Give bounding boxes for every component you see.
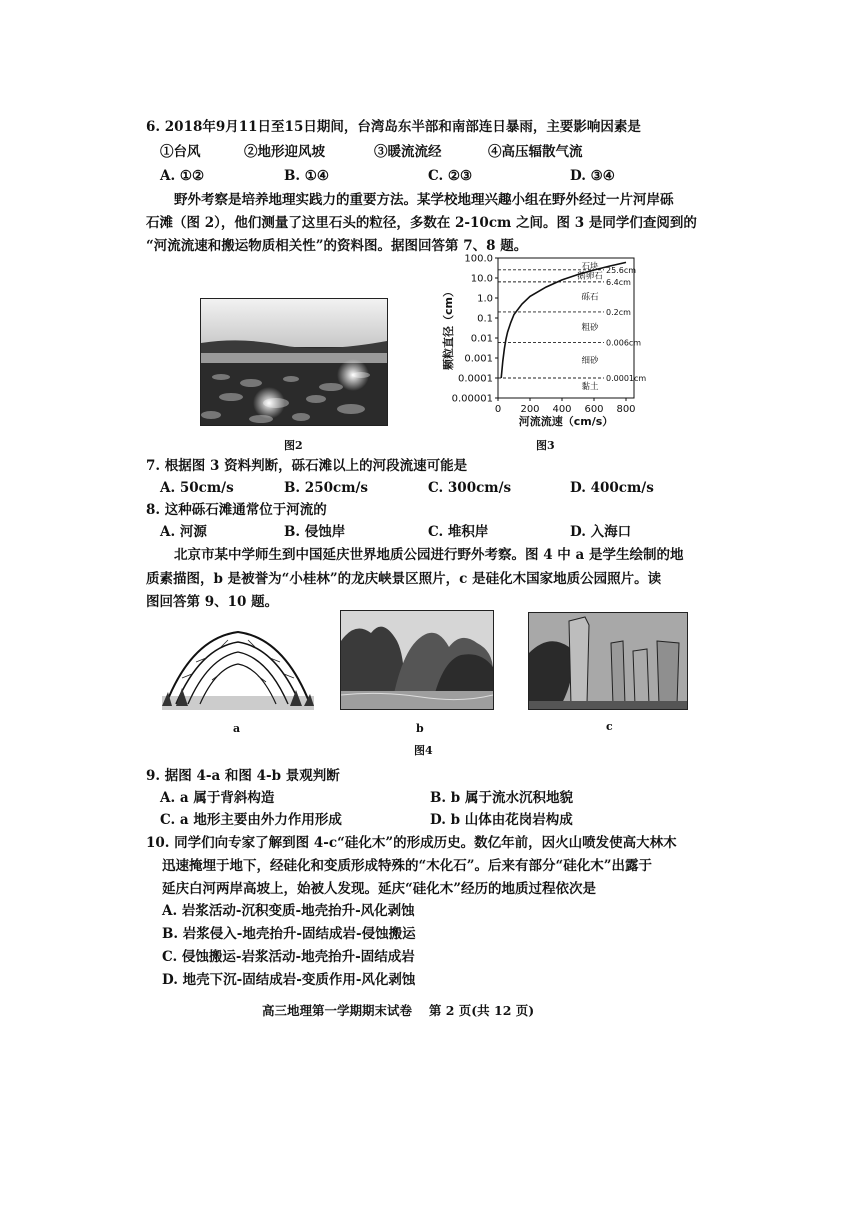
y-tick-label: 0.01 <box>470 333 493 345</box>
q10-option-d[interactable]: D. 地壳下沉-固结成岩-变质作用-风化剥蚀 <box>162 972 416 988</box>
q7-option-b[interactable]: B. 250cm/s <box>284 480 369 496</box>
q6-option-d[interactable]: D. ③④ <box>570 168 615 184</box>
y-tick-label: 0.001 <box>464 353 493 365</box>
q8-option-d[interactable]: D. 入海口 <box>570 524 632 540</box>
q7-option-d[interactable]: D. 400cm/s <box>570 480 654 496</box>
figure-4a-geologic-sketch <box>162 618 314 710</box>
zone-label: 细砂 <box>581 355 599 366</box>
q8-option-c[interactable]: C. 堆积岸 <box>428 524 489 540</box>
threshold-label: 0.2cm <box>606 307 631 317</box>
q7-option-a[interactable]: A. 50cm/s <box>160 480 234 496</box>
q8-option-b[interactable]: B. 侵蚀岸 <box>284 524 346 540</box>
intro78-line-2: 石滩（图 2），他们测量了这里石头的粒径，多数在 2-10cm 之间。图 3 是同学们查阅到的 <box>146 215 697 231</box>
figure-3-caption: 图3 <box>536 439 555 452</box>
y-tick-label: 0.00001 <box>451 393 493 405</box>
page-footer: 高三地理第一学期期末试卷 第 2 页(共 12 页) <box>262 1003 535 1018</box>
threshold-label: 6.4cm <box>606 277 631 287</box>
q10-option-c[interactable]: C. 侵蚀搬运-岩浆活动-地壳抬升-固结成岩 <box>162 949 415 965</box>
q6-stem: 6. 2018年9月11日至15日期间，台湾岛东半部和南部连日暴雨，主要影响因素是 <box>146 119 641 135</box>
zone-label: 粗砂 <box>581 323 599 334</box>
y-tick-label: 0.0001 <box>458 373 493 385</box>
q8-stem: 8. 这种砾石滩通常位于河流的 <box>146 502 327 518</box>
q10-option-b[interactable]: B. 岩浆侵入-地壳抬升-固结成岩-侵蚀搬运 <box>162 926 416 942</box>
figure-4b-longqing-gorge-photo <box>340 610 494 710</box>
zone-label: 石块 <box>581 261 599 272</box>
q10-stem-line-1: 10. 同学们向专家了解到图 4-c“硅化木”的形成历史。数亿年前，因火山喷发使高大林木 <box>146 835 677 851</box>
figure-3-velocity-grain-chart <box>436 250 660 428</box>
q10-option-a[interactable]: A. 岩浆活动-沉积变质-地壳抬升-风化剥蚀 <box>162 903 415 919</box>
q6-option-a[interactable]: A. ①② <box>160 168 205 184</box>
q6-option-c[interactable]: C. ②③ <box>428 168 473 184</box>
q6-item-2: ②地形迎风坡 <box>244 144 325 160</box>
q6-item-1: ①台风 <box>160 144 201 160</box>
zone-label: 砾石 <box>581 292 599 303</box>
q9-option-c[interactable]: C. a 地形主要由外力作用形成 <box>160 812 342 828</box>
threshold-label: 25.6cm <box>606 265 637 275</box>
threshold-label: 0.0001cm <box>606 374 647 383</box>
intro910-line-2: 质素描图，b 是被誉为“小桂林”的龙庆峡景区照片，c 是硅化木国家地质公园照片。读 <box>146 571 662 587</box>
figure-4b-label: b <box>416 722 424 735</box>
figure-4c-petrified-wood-photo <box>528 612 688 710</box>
q8-option-a[interactable]: A. 河源 <box>160 524 207 540</box>
intro910-line-3: 图回答第 9、10 题。 <box>146 594 279 610</box>
figure-4a-label: a <box>233 722 241 735</box>
intro78-line-1: 野外考察是培养地理实践力的重要方法。某学校地理兴趣小组在野外经过一片河岸砾 <box>174 192 674 208</box>
q9-option-a[interactable]: A. a 属于背斜构造 <box>160 790 275 806</box>
q9-option-b[interactable]: B. b 属于流水沉积地貌 <box>430 790 573 806</box>
q10-stem-line-2: 迅速掩埋于地下，经硅化和变质形成特殊的“木化石”。后来有部分“硅化木”出露于 <box>162 858 653 874</box>
figure-2-gravel-beach-photo <box>200 298 388 426</box>
q9-stem: 9. 据图 4-a 和图 4-b 景观判断 <box>146 768 340 784</box>
x-axis-label: 河流流速（cm/s） <box>518 415 614 428</box>
q6-option-b[interactable]: B. ①④ <box>284 168 330 184</box>
figure-4c-label: c <box>606 720 613 733</box>
q9-option-d[interactable]: D. b 山体由花岗岩构成 <box>430 812 573 828</box>
q7-option-c[interactable]: C. 300cm/s <box>428 480 512 496</box>
y-axis-label: 颗粒直径（cm） <box>442 286 455 370</box>
zone-label: 鹅卵石 <box>577 271 603 282</box>
y-tick-label: 1.0 <box>477 293 493 305</box>
x-tick-label: 200 <box>520 404 540 415</box>
x-tick-label: 600 <box>584 404 604 415</box>
q6-item-3: ③暖流流经 <box>374 144 442 160</box>
x-tick-label: 800 <box>616 404 636 415</box>
y-tick-label: 0.1 <box>477 313 493 325</box>
q6-item-4: ④高压辐散气流 <box>488 144 583 160</box>
figure-4-caption: 图4 <box>414 744 433 757</box>
x-tick-label: 400 <box>552 404 572 415</box>
intro910-line-1: 北京市某中学师生到中国延庆世界地质公园进行野外考察。图 4 中 a 是学生绘制的地 <box>174 547 684 563</box>
y-tick-label: 100.0 <box>464 253 493 265</box>
q7-stem: 7. 根据图 3 资料判断，砾石滩以上的河段流速可能是 <box>146 458 468 474</box>
x-tick-label: 0 <box>494 404 502 415</box>
threshold-label: 0.006cm <box>606 338 642 348</box>
q10-stem-line-3: 延庆白河两岸高坡上，始被人发现。延庆“硅化木”经历的地质过程依次是 <box>162 881 597 897</box>
intro78-line-3: “河流流速和搬运物质相关性”的资料图。据图回答第 7、8 题。 <box>146 238 528 254</box>
zone-label: 黏土 <box>581 381 599 392</box>
figure-2-caption: 图2 <box>284 439 303 452</box>
y-tick-label: 10.0 <box>470 273 493 285</box>
